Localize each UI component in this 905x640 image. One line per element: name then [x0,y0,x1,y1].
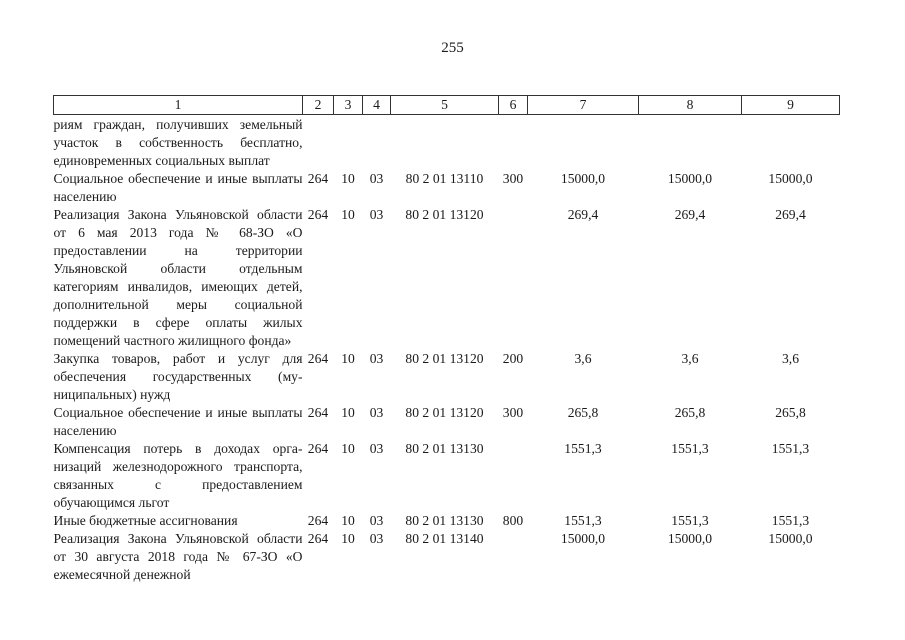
cell-ministry: 264 [307,513,329,528]
cell-expense-type [499,206,528,350]
budget-table [53,95,840,584]
cell-section: 10 [341,441,355,456]
cell-target-article: 80 2 01 13120 [405,405,484,420]
cell-amount-col9: 269,4 [775,207,806,222]
cell-target-article: 80 2 01 13120 [405,351,484,366]
cell-amount-col9: 1551,3 [771,513,810,528]
cell-expense-type: 300 [502,171,524,186]
cell-amount-col8: 15000,0 [667,531,713,546]
cell-ministry: 264 [307,441,329,456]
cell-subsection: 03 [369,405,384,420]
cell-subsection: 03 [369,207,384,222]
row-description: Иные бюджетные ассигнования [53,513,238,528]
table-row [54,115,840,171]
cell-expense-type: 200 [502,351,524,366]
cell-subsection: 03 [369,441,384,456]
cell-amount-col7 [528,115,639,171]
cell-expense-type [499,115,528,171]
table-row [54,350,840,404]
cell-amount-col9: 15000,0 [768,531,813,546]
cell-ministry: 264 [307,171,329,186]
table-row [54,440,840,512]
cell-section: 10 [341,405,355,420]
page-number: 255 [441,40,464,56]
cell-amount-col8 [639,115,742,171]
cell-amount-col8: 265,8 [674,405,706,420]
cell-target-article: 80 2 01 13120 [405,207,484,222]
cell-amount-col9: 15000,0 [768,171,813,186]
cell-target-article: 80 2 01 13130 [405,513,484,528]
cell-target-article: 80 2 01 13140 [405,531,484,546]
cell-amount-col7: 1551,3 [564,441,602,456]
column-header: 1 [54,96,303,115]
cell-amount-col8: 1551,3 [671,441,709,456]
cell-amount-col8: 15000,0 [667,171,713,186]
column-header-row [54,96,840,115]
row-description: Социальное обеспечение и иные выплаты населению [53,171,303,204]
cell-expense-type: 300 [502,405,524,420]
cell-amount-col7: 265,8 [567,405,599,420]
cell-amount-col9 [742,115,840,171]
cell-amount-col9: 1551,3 [771,441,810,456]
column-header: 8 [639,96,742,115]
table-row [54,206,840,350]
cell-section: 10 [341,513,355,528]
column-header: 5 [391,96,499,115]
row-description: Реализация Закона Ульяновской области от 30 августа 2018 года № 67-ЗО «О ежемесячной денежной [53,531,303,582]
cell-amount-col7: 3,6 [574,351,592,366]
cell-section: 10 [341,531,355,546]
cell-amount-col7: 1551,3 [564,513,602,528]
column-header: 3 [334,96,363,115]
row-description: Компенсация потерь в доходах организаций железнодорожного транспорта, связанных с предоставлением обучающимся льгот [53,441,303,510]
column-header: 7 [528,96,639,115]
table-row [54,170,840,206]
cell-amount-col8: 3,6 [681,351,699,366]
row-description: Закупка товаров, работ и услуг для обеспечения государственных (муниципальных) нужд [53,351,303,402]
cell-subsection [363,115,391,171]
cell-target-article: 80 2 01 13110 [405,171,484,186]
cell-ministry: 264 [307,351,329,366]
cell-section: 10 [341,351,355,366]
cell-target-article [391,115,499,171]
cell-ministry: 264 [307,207,329,222]
cell-section [334,115,363,171]
cell-ministry: 264 [307,405,329,420]
cell-subsection: 03 [369,513,384,528]
table-row [54,530,840,584]
cell-expense-type [499,530,528,584]
cell-subsection: 03 [369,351,384,366]
row-description: Социальное обеспечение и иные выплаты населению [53,405,303,438]
cell-amount-col8: 269,4 [674,207,706,222]
cell-expense-type: 800 [502,513,524,528]
cell-amount-col8: 1551,3 [671,513,709,528]
cell-subsection: 03 [369,171,384,186]
table-row [54,404,840,440]
cell-ministry [303,115,334,171]
cell-amount-col9: 3,6 [782,351,799,366]
column-header: 9 [742,96,840,115]
cell-section: 10 [341,171,355,186]
cell-target-article: 80 2 01 13130 [405,441,484,456]
column-header: 4 [363,96,391,115]
column-header: 6 [499,96,528,115]
column-header: 2 [303,96,334,115]
row-description: риям граждан, получивших земельный участок в собственность бесплатно, единовременных социальных выплат [53,117,303,168]
row-description: Реализация Закона Ульяновской области от 6 мая 2013 года № 68-ЗО «О предоставлении на территории Ульяновской области отдельным категориям инвалидов, имеющих детей, дополнительной меры социальной поддержки в сфере оплаты жилых помещений частного жилищного фонда» [53,207,303,348]
cell-ministry: 264 [307,531,329,546]
cell-subsection: 03 [369,531,384,546]
cell-amount-col7: 15000,0 [560,171,606,186]
cell-expense-type [499,440,528,512]
cell-amount-col7: 15000,0 [560,531,606,546]
cell-amount-col7: 269,4 [567,207,599,222]
cell-section: 10 [341,207,355,222]
table-row [54,512,840,530]
cell-amount-col9: 265,8 [775,405,806,420]
